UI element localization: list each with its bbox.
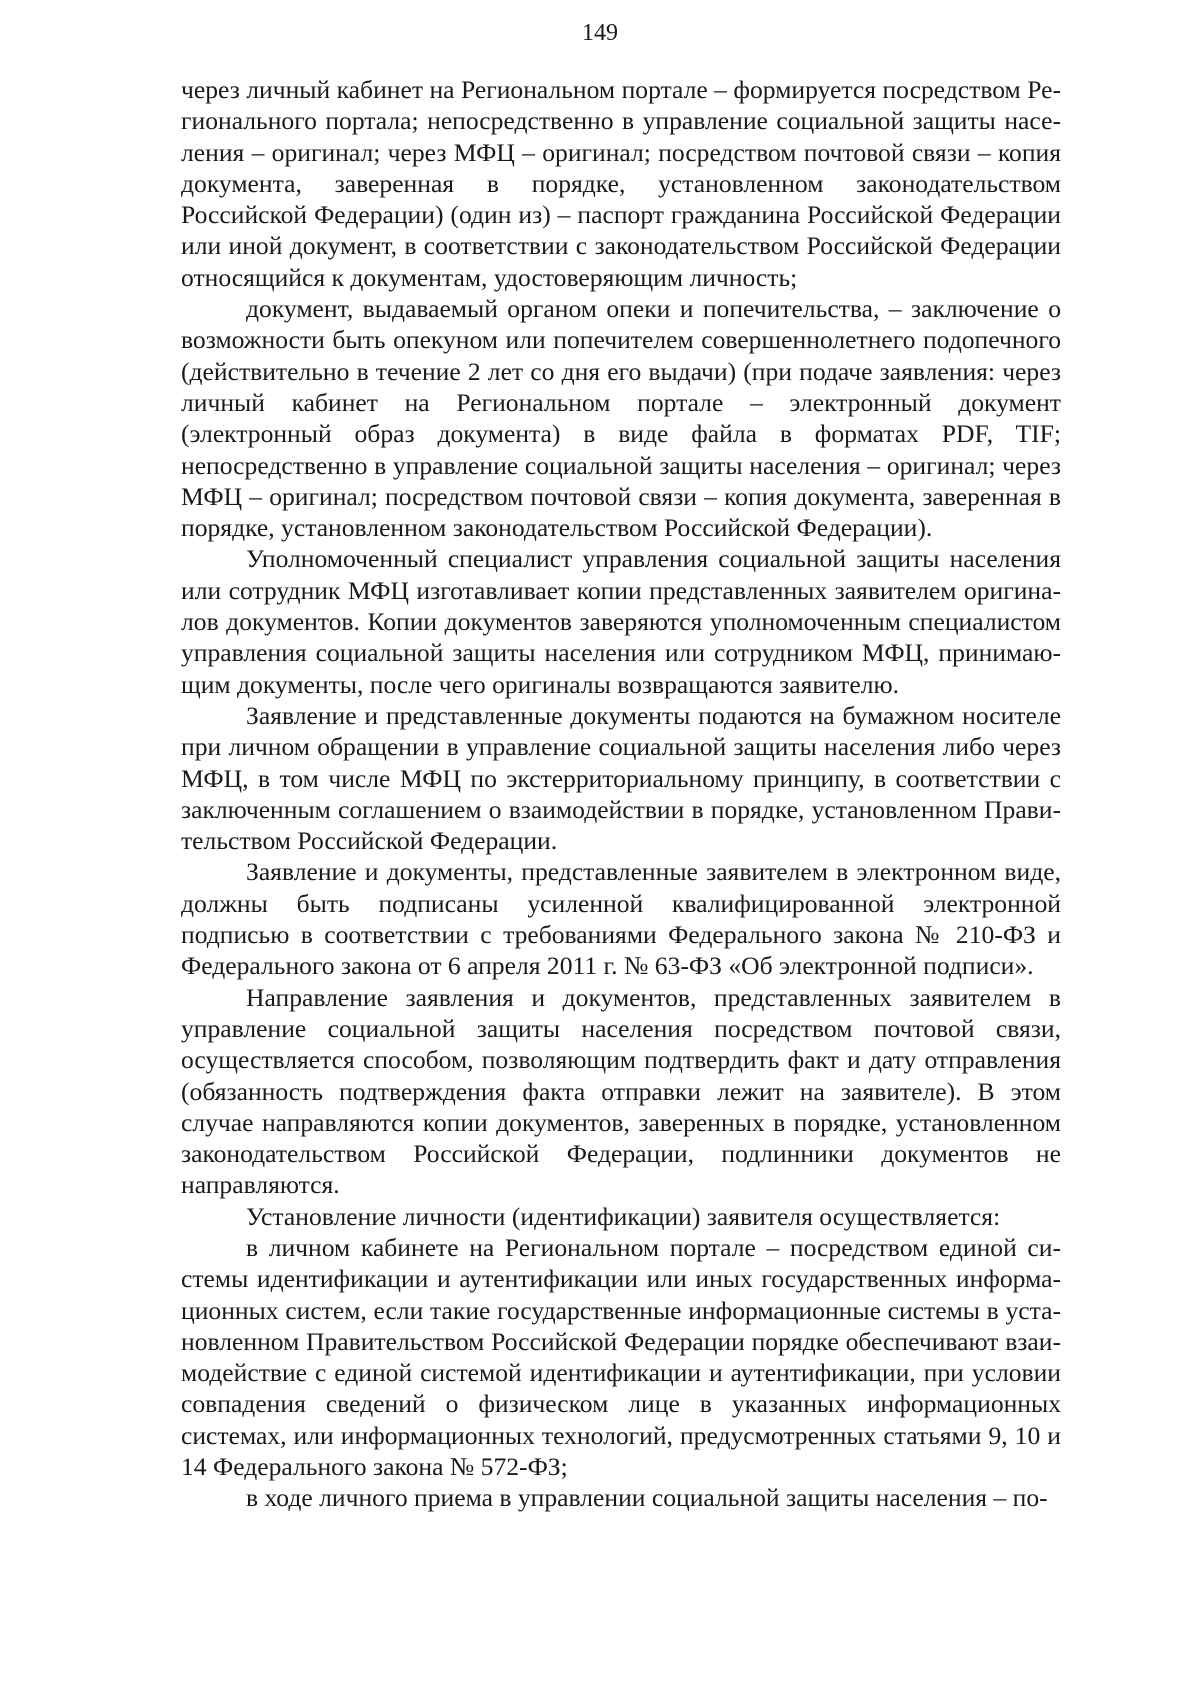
paragraph: Заявление и представленные документы подаются на бумажном носителе при личном обращении в управление социальной защиты населения либо через МФЦ, в том числе МФЦ по экстерриториальному принципу, в соответствии с заключенным соглашением о взаимодействии в порядке, установленном Правительством Российской Федерации. (181, 700, 1061, 856)
paragraph: в личном кабинете на Региональном портале – посредством единой системы идентификации и аутентификации или иных государственных информационных систем, если такие государственные информационные системы в установленном Правительством Российской Федерации порядке обеспечивают взаимодействие с единой системой идентификации и аутентификации, при условии совпадения сведений о физическом лице в указанных информационных системах, или информационных технологий, предусмотренных статьями 9, 10 и 14 Федерального закона № 572-ФЗ; (181, 1232, 1061, 1482)
paragraph: документ, выдаваемый органом опеки и попечительства, – заключение о возможности быть опекуном или попечителем совершеннолетнего подопечного (действительно в течение 2 лет со дня его выдачи) (при подаче заявления: через личный кабинет на Региональном портале – электронный документ (электронный образ документа) в виде файла в форматах PDF, TIF; непосредственно в управление социальной защиты населения – оригинал; через МФЦ – оригинал; посредством почтовой связи – копия документа, заверенная в порядке, установленном законодательством Российской Федерации). (181, 294, 1061, 543)
paragraph: в ходе личного приема в управлении социальной защиты населения – по- (246, 1483, 1048, 1513)
paragraph: Уполномоченный специалист управления социальной защиты населения или сотрудник МФЦ изготавливает копии представленных заявителем оригиналов документов. Копии документов заверяются уполномоченным специалистом управления социальной защиты населения или сотрудником МФЦ, принимающим документы, после чего оригиналы возвращаются заявителю. (181, 544, 1061, 699)
paragraph: через личный кабинет на Региональном портале – формируется посредством Регионального портала; непосредственно в управление социальной защиты населения – оригинал; через МФЦ – оригинал; посредством почтовой связи – копия документа, заверенная в порядке, установленном законодательством Российской Федерации) (один из) – паспорт гражданина Российской Федерации или иной документ, в соответствии с законодательством Российской Федерации относящийся к документам, удостоверяющим личность; (181, 75, 1061, 292)
page-number: 149 (582, 20, 618, 46)
document-body (181, 74, 1061, 1514)
paragraph: Направление заявления и документов, представленных заявителем в управление социальной защиты населения посредством почтовой связи, осуществляется способом, позволяющим подтвердить факт и дату отправления (обязанность подтверждения факта отправки лежит на заявителе). В этом случае направляются копии документов, заверенных в порядке, установленном законодательством Российской Федерации, подлинники документов не направляются. (181, 982, 1061, 1200)
paragraph: Установление личности (идентификации) заявителя осуществляется: (246, 1201, 1001, 1231)
paragraph: Заявление и документы, представленные заявителем в электронном виде, должны быть подписаны усиленной квалифицированной электронной подписью в соответствии с требованиями Федерального закона № 210-ФЗ и Федерального закона от 6 апреля 2011 г. № 63-ФЗ «Об электронной подписи». (181, 857, 1061, 981)
